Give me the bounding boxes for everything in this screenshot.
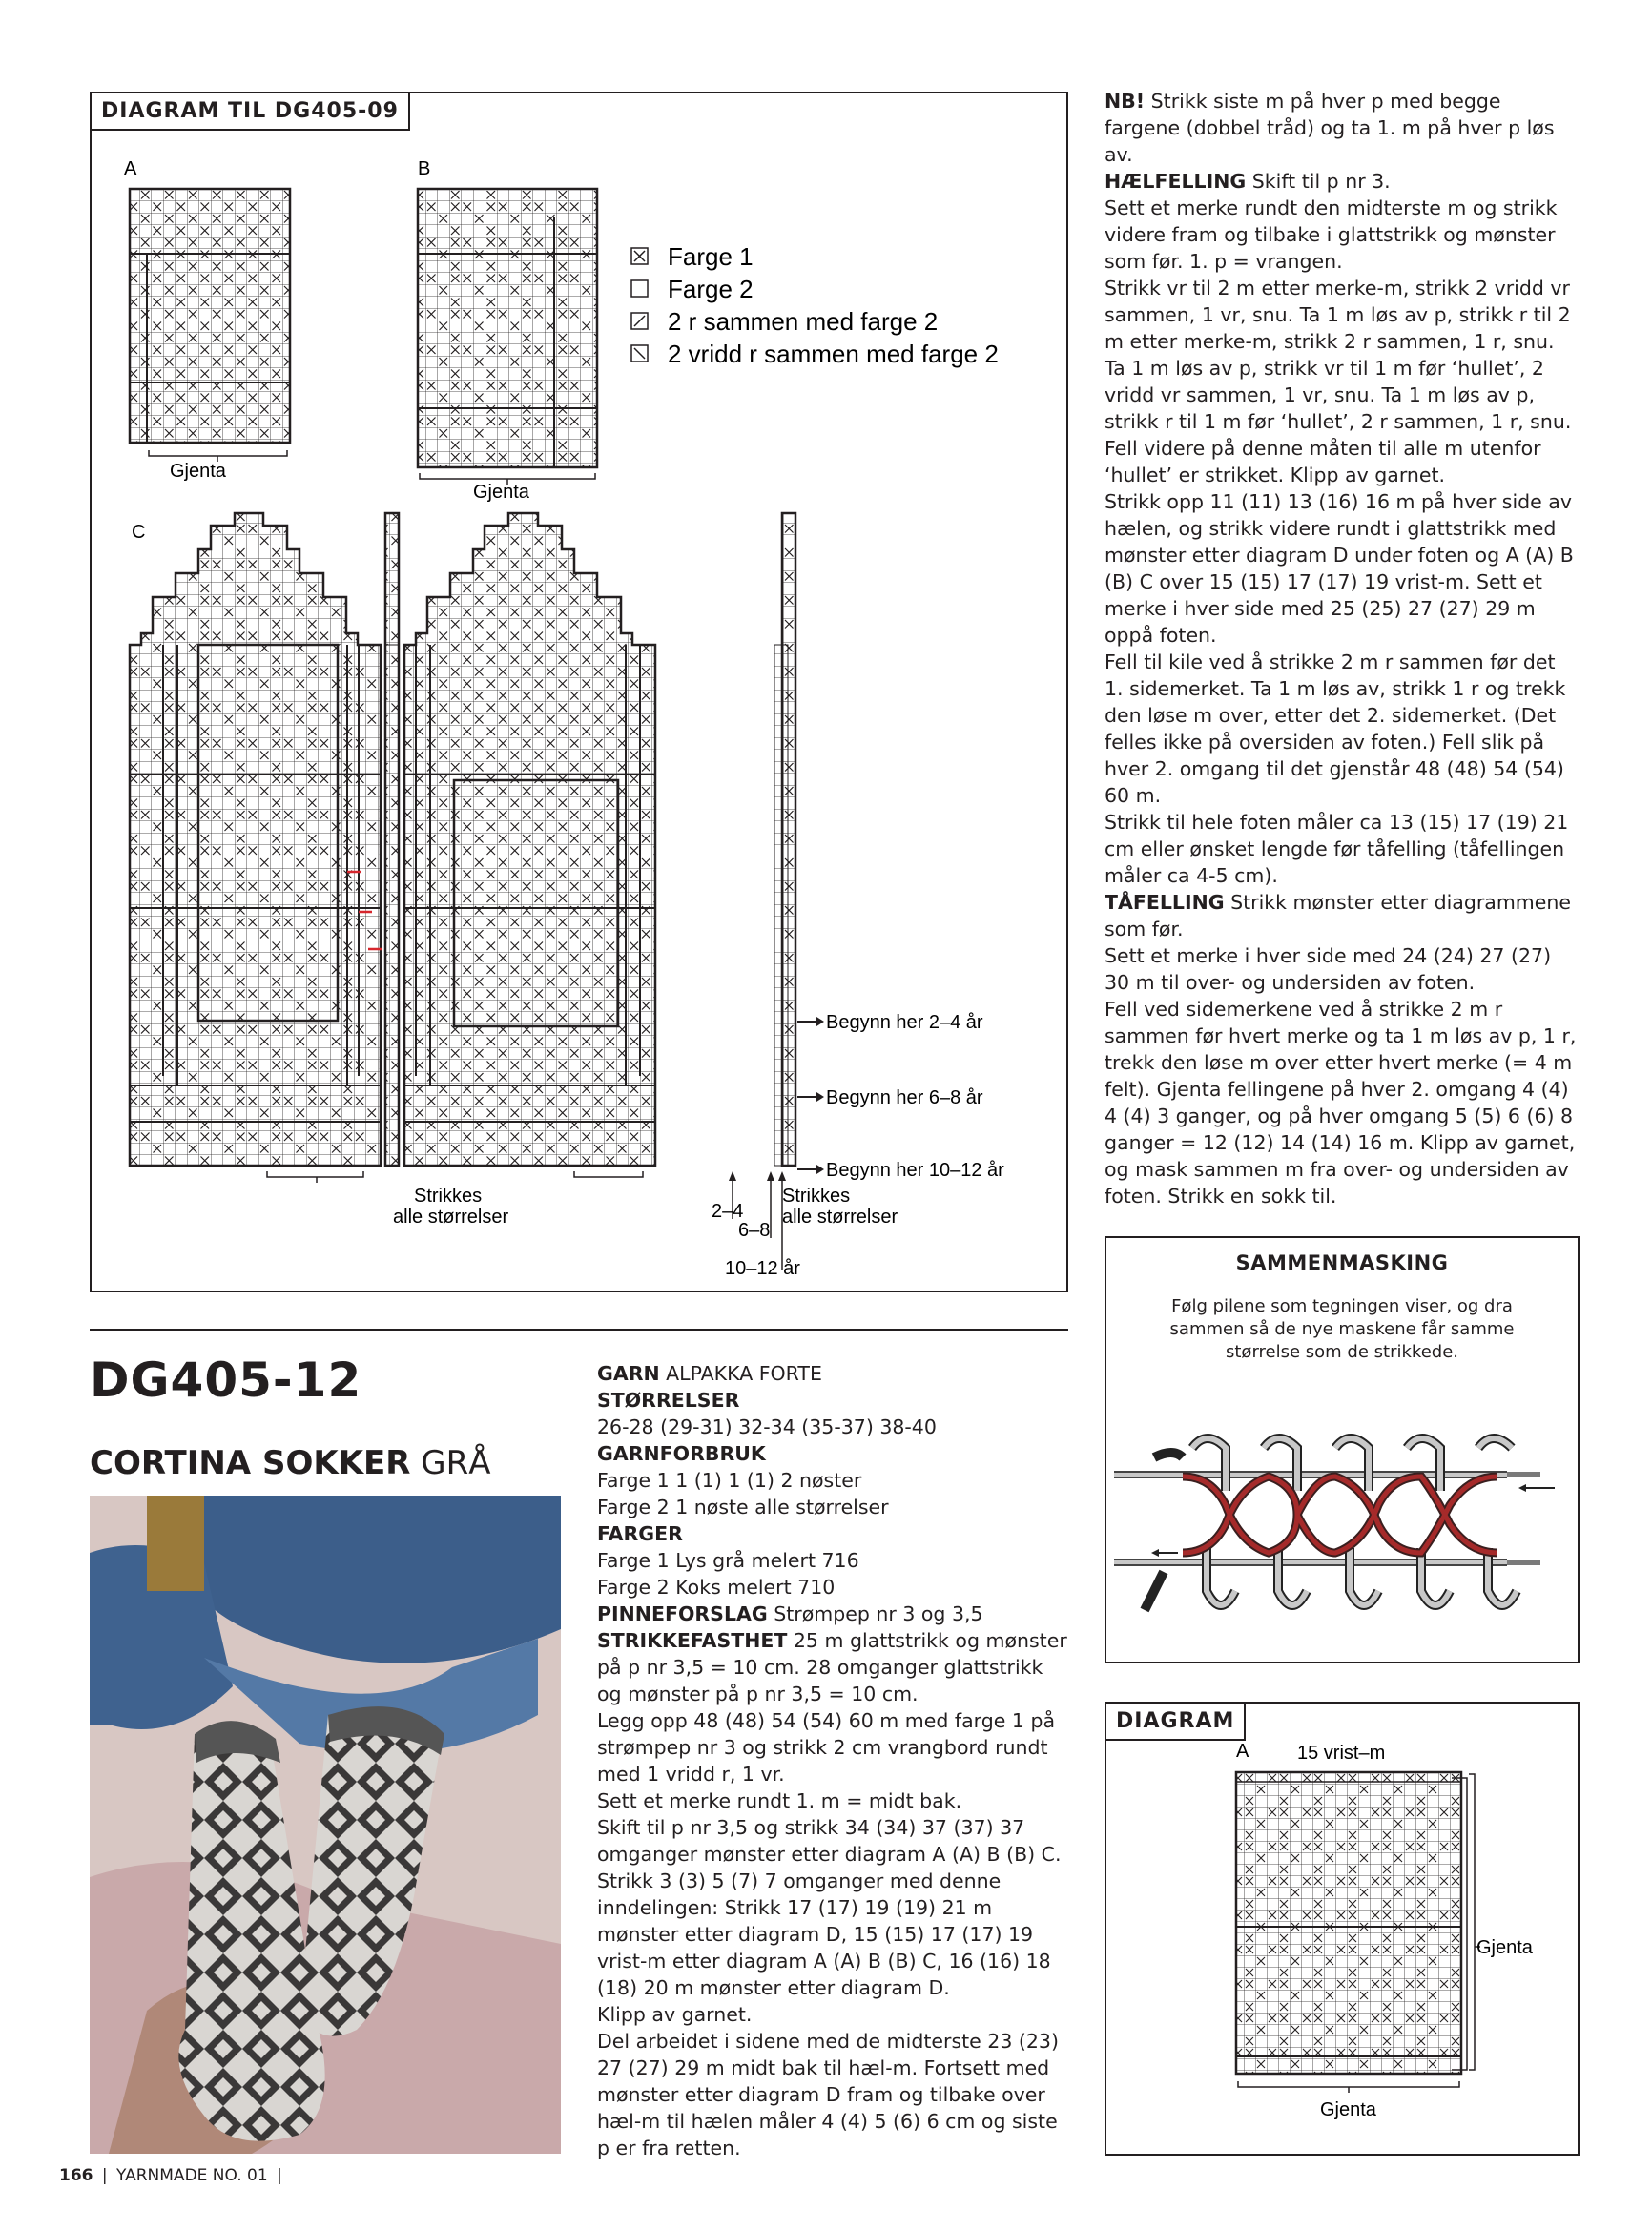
gjenta-a-label: Gjenta bbox=[170, 461, 226, 482]
right-para-7: TÅFELLING Strikk mønster etter diagrammene som før. bbox=[1105, 891, 1571, 940]
size-2-4-label: 2–4 bbox=[712, 1201, 744, 1222]
knitting-chart-top bbox=[92, 93, 1066, 1291]
legend-item-1: Farge 1 bbox=[668, 242, 754, 271]
chart-c-right bbox=[404, 513, 655, 1177]
instr-0: GARN ALPAKKA FORTE bbox=[597, 1362, 822, 1385]
pattern-title-color: GRÅ bbox=[421, 1444, 491, 1482]
instr-14: Klipp av garnet. bbox=[597, 2003, 753, 2026]
right-para-8: Sett et merke i hver side med 24 (24) 27 (27) 30 m til over- og undersiden av foten. bbox=[1105, 944, 1552, 994]
instr-5: Farge 2 1 nøste alle størrelser bbox=[597, 1496, 889, 1518]
begin-arrows bbox=[797, 1012, 1004, 1181]
right-para-2: Sett et merke rundt den midterste m og strikk videre fram og tilbake i glattstrikk og mønster som før. 1. p = vrangen. bbox=[1105, 196, 1558, 273]
small-gjenta-bottom: Gjenta bbox=[1320, 2099, 1376, 2120]
right-para-4: Strikk opp 11 (11) 13 (16) 16 m på hver side av hælen, og strikk videre rundt i glattstrikk med mønster etter diagram D under foten og A (A) B (B) C over 15 (15) 17 (17) 19 vrist-m. Sett et merke i hver side med 25 (25) 27 (27) 29 m oppå foten. bbox=[1105, 490, 1574, 647]
chart-b bbox=[418, 189, 597, 503]
diagram-small-tag: DIAGRAM bbox=[1106, 1704, 1246, 1741]
sammenmasking-title: SAMMENMASKING bbox=[1235, 1251, 1449, 1274]
instr-4: Farge 1 1 (1) 1 (1) 2 nøster bbox=[597, 1469, 862, 1492]
strikkes-right-line2: alle størrelser bbox=[782, 1207, 898, 1228]
sock-photo-icon bbox=[90, 1496, 561, 2154]
sock-photo bbox=[90, 1496, 561, 2154]
footer-separator-2: | bbox=[277, 2166, 282, 2185]
footer-separator-1: | bbox=[101, 2166, 108, 2185]
legend-item-4: 2 vridd r sammen med farge 2 bbox=[668, 340, 999, 368]
strikkes-left-line1: Strikkes bbox=[414, 1186, 483, 1207]
instr-8: Farge 2 Koks melert 710 bbox=[597, 1576, 836, 1599]
instr-10: STRIKKEFASTHET 25 m glattstrikk og mønster på p nr 3,5 = 10 cm. 28 omganger glattstrikk og mønster på p nr 3,5 = 10 cm. bbox=[597, 1629, 1067, 1705]
footer bbox=[59, 2166, 286, 2185]
page-number: 166 bbox=[59, 2166, 93, 2185]
right-para-6: Strikk til hele foten måler ca 13 (15) 17 (19) 21 cm eller ønsket lengde før tåfelling (tåfellingen måler ca 4-5 cm). bbox=[1105, 811, 1569, 887]
section-divider bbox=[90, 1329, 1068, 1331]
pattern-instructions bbox=[597, 1360, 1068, 2161]
knitting-chart-small bbox=[1106, 1704, 1578, 2154]
instr-3: GARNFORBRUK bbox=[597, 1442, 766, 1465]
strikkes-left-line2: alle størrelser bbox=[393, 1207, 509, 1228]
right-column-text bbox=[1105, 88, 1580, 1209]
gjenta-b-label: Gjenta bbox=[473, 482, 529, 503]
small-chart-top-label: 15 vrist–m bbox=[1297, 1743, 1386, 1764]
begin-label-10-12: Begynn her 10–12 år bbox=[826, 1160, 1004, 1181]
diagram-top-tag: DIAGRAM TIL DG405-09 bbox=[92, 93, 410, 131]
chart-a bbox=[130, 189, 290, 482]
diagram-small-box bbox=[1105, 1702, 1580, 2156]
begin-label-6-8: Begynn her 6–8 år bbox=[826, 1087, 983, 1108]
size-10-12-label: 10–12 år bbox=[725, 1258, 800, 1279]
right-para-3: Strikk vr til 2 m etter merke-m, strikk 2 vridd vr sammen, 1 vr, snu. Ta 1 m løs av p, strikk r til 2 m etter merke-m, strikk 2 r sammen, 1 r, snu. Ta 1 m løs av p, strikk vr til 1 m før ‘hullet’, 2 vridd vr sammen, 1 vr, snu. Ta 1 m løs av p, strikk r til 1 m før ‘hullet’, 2 r sammen, 1 r, snu. Fell videre på denne måten til alle m utenfor ‘hullet’ er strikket. Klipp av garnet. bbox=[1105, 277, 1572, 486]
chart-c-left bbox=[130, 513, 382, 1183]
strikkes-right-line1: Strikkes bbox=[782, 1186, 851, 1207]
right-para-5: Fell til kile ved å strikke 2 m r sammen før det 1. sidemerket. Ta 1 m løs av, strikk 1 r og trekk den løse m over, etter det 2. sidemerket. (Det felles ikke på oversiden av foten.) Fell slik på hver 2. omgang til det gjenstår 48 (48) 54 (54) 60 m. bbox=[1105, 651, 1566, 807]
instr-9: PINNEFORSLAG Strømpep nr 3 og 3,5 bbox=[597, 1602, 983, 1625]
instr-7: Farge 1 Lys grå melert 716 bbox=[597, 1549, 859, 1572]
instr-15: Del arbeidet i sidene med de midterste 23 (23) 27 (27) 29 m midt bak til hæl-m. Fortsett med mønster etter diagram D fram og tilbake over hæl-m til hælen måler 4 (4) 5 (6) 6 cm og siste p er fra retten. bbox=[597, 2030, 1059, 2159]
magazine-name: YARNMADE NO. 01 bbox=[116, 2166, 268, 2185]
legend-item-2: Farge 2 bbox=[668, 275, 754, 303]
right-para-9: Fell ved sidemerkene ved å strikke 2 m r sammen før hvert merke og ta 1 m løs av p, 1 r, trekk den løse m over etter hvert merke (= 4 m felt). Gjenta fellingene på hver 2. omgang 4 (4) 4 (4) 3 ganger, og på hver omgang 5 (5) 6 (6) 8 ganger = 12 (12) 14 (14) 16 m. Klipp av garnet, og mask sammen m fra over- og undersiden av foten. Strikk en sokk til. bbox=[1105, 998, 1577, 1208]
small-chart-label-a: A bbox=[1236, 1741, 1249, 1762]
chart-label-a: A bbox=[124, 158, 137, 179]
pattern-title-main: CORTINA SOKKER bbox=[90, 1444, 411, 1482]
right-para-1: HÆLFELLING Skift til p nr 3. bbox=[1105, 170, 1391, 193]
small-gjenta-right: Gjenta bbox=[1476, 1937, 1533, 1958]
instr-2: 26-28 (29-31) 32-34 (35-37) 38-40 bbox=[597, 1415, 937, 1438]
right-para-0: NB! Strikk siste m på hver p med begge fargene (dobbel tråd) og ta 1. m på hver p løs av. bbox=[1105, 90, 1555, 166]
pattern-code: DG405-12 bbox=[90, 1353, 362, 1408]
instr-1: STØRRELSER bbox=[597, 1389, 740, 1412]
begin-label-2-4: Begynn her 2–4 år bbox=[826, 1012, 983, 1033]
instr-11: Legg opp 48 (48) 54 (54) 60 m med farge 1 på strømpep nr 3 og strikk 2 cm vrangbord rundt med 1 vridd r, 1 vr. bbox=[597, 1709, 1056, 1786]
sammenmasking-caption: Følg pilene som tegningen viser, og dra sammen så de nye maskene får samme størrelse som de strikkede. bbox=[1169, 1296, 1515, 1362]
chart-label-b: B bbox=[418, 158, 431, 179]
sammenmasking-box bbox=[1105, 1236, 1580, 1663]
instr-6: FARGER bbox=[597, 1522, 683, 1545]
chart-legend bbox=[631, 242, 999, 368]
pattern-title bbox=[90, 1444, 491, 1482]
instr-12: Sett et merke rundt 1. m = midt bak. bbox=[597, 1789, 962, 1812]
instr-13: Skift til p nr 3,5 og strikk 34 (34) 37 (37) 37 omganger mønster etter diagram A (A) B (B) C. Strikk 3 (3) 5 (7) 7 omganger med denne inndelingen: Strikk 17 (17) 19 (19) 21 m mønster etter diagram D, 15 (15) 17 (17) 19 vrist-m etter diagram A (A) B (B) C, 16 (16) 18 (18) 20 m mønster etter diagram D. bbox=[597, 1816, 1062, 1999]
chart-label-c: C bbox=[132, 522, 146, 543]
size-6-8-label: 6–8 bbox=[738, 1220, 771, 1241]
diagram-top-box bbox=[90, 92, 1068, 1292]
legend-item-3: 2 r sammen med farge 2 bbox=[668, 307, 939, 336]
grafting-illustration bbox=[1106, 1419, 1578, 1639]
